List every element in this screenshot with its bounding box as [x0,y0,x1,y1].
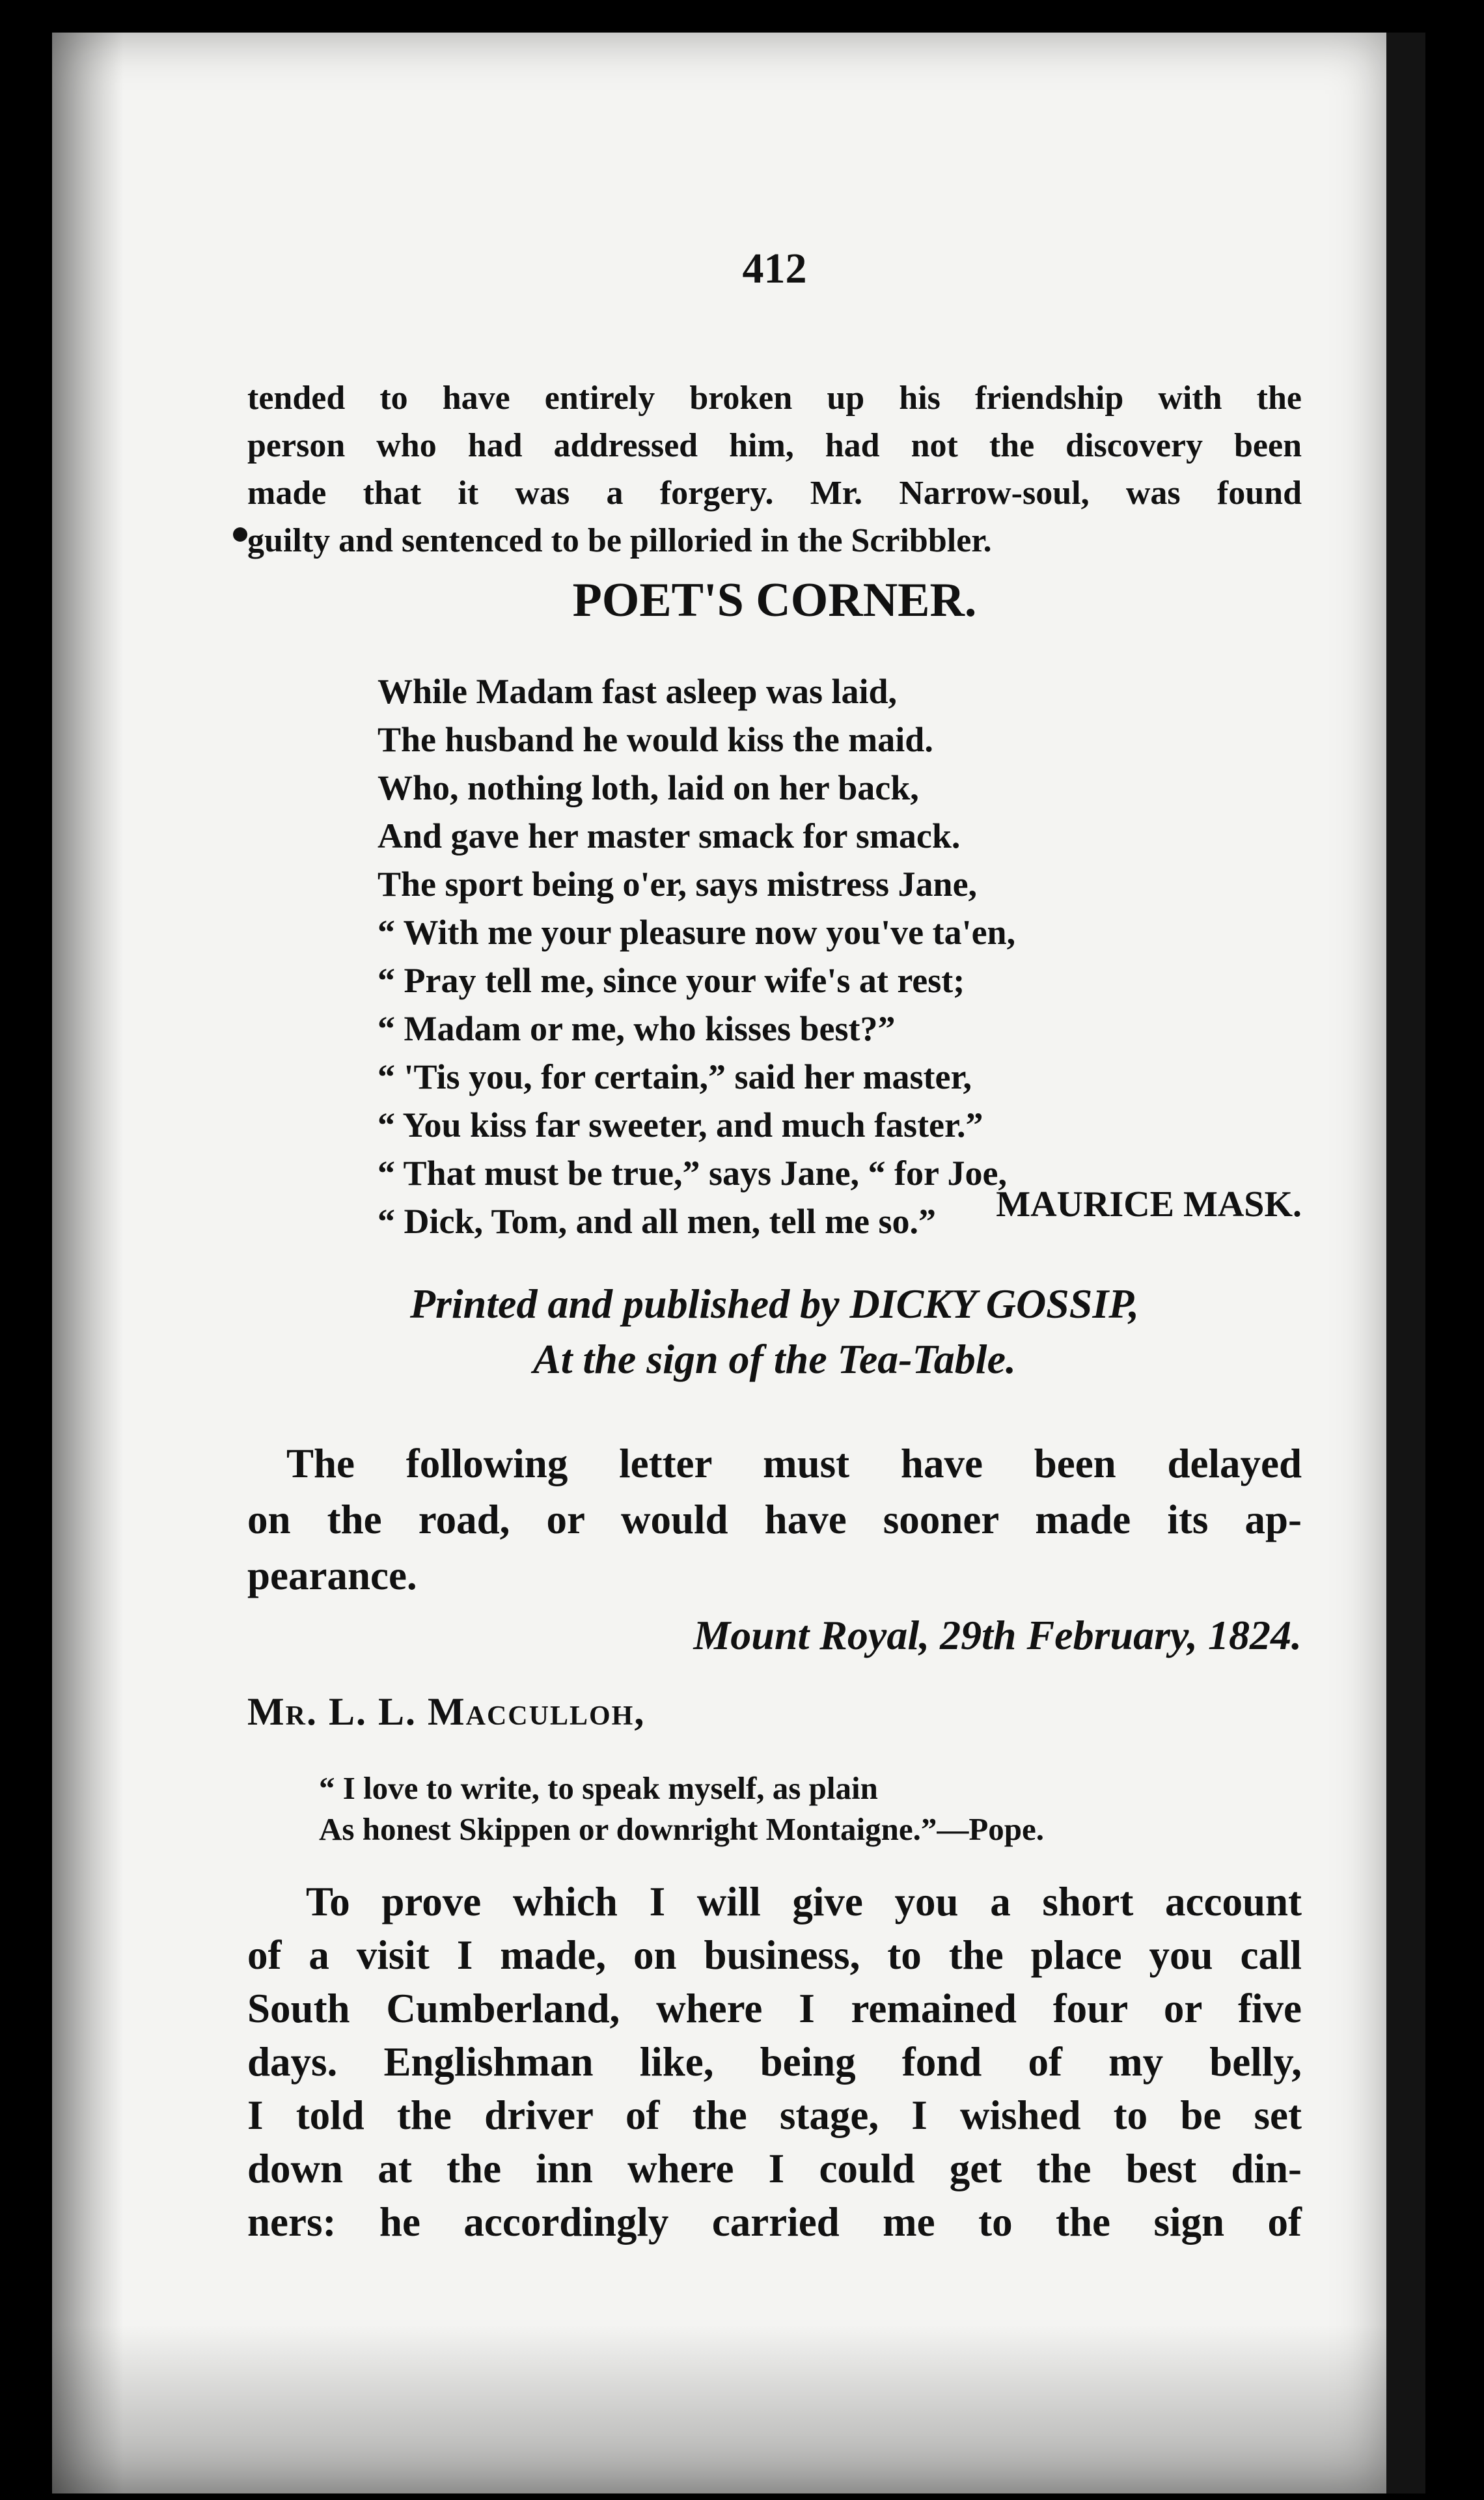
body-line: I told the driver of the stage, I wished to be set [247,2092,1302,2138]
intro-line: made that it was a forgery. Mr. Narrow-soul, was found [247,475,1302,512]
poem-line: “ Dick, Tom, and all men, tell me so.” [378,1202,937,1241]
imprint-line: Printed and published by DICKY GOSSIP, [409,1281,1140,1327]
poem-line: “ You kiss far sweeter, and much faster.” [378,1105,983,1145]
body-line: down at the inn where I could get the best din- [247,2146,1302,2191]
body-line: ners: he accordingly carried me to the sign of [247,2199,1302,2245]
body-line: South Cumberland, where I remained four or five [247,1986,1302,2031]
poem-line: “ Pray tell me, since your wife's at rest; [378,961,965,1000]
letter-intro-line: on the road, or would have sooner made its ap- [247,1497,1302,1542]
poem-line: “ 'Tis you, for certain,” said her master, [378,1057,972,1096]
salutation: Mr. L. L. Macculloh, [247,1690,646,1733]
poem-author: MAURICE MASK. [996,1184,1302,1225]
intro-line: tended to have entirely broken up his friendship with the [247,380,1302,417]
intro-line: person who had addressed him, had not the discovery been [247,427,1302,464]
epigraph-line: “ I love to write, to speak myself, as plain [319,1770,878,1806]
body-line: days. Englishman like, being fond of my belly, [247,2039,1302,2085]
letter-intro-line: The following letter must have been delayed [286,1441,1302,1486]
poem-line: And gave her master smack for smack. [378,816,961,855]
poem-line: The husband he would kiss the maid. [378,720,933,759]
intro-paragraph [247,374,1302,564]
poem-line: Who, nothing loth, laid on her back, [378,768,919,807]
poem-line: “ With me your pleasure now you've ta'en, [378,913,1016,952]
poem [378,667,1321,1245]
poem-line: “ That must be true,” says Jane, “ for Joe, [378,1154,1007,1193]
letter-intro [247,1436,1302,1604]
text-column [247,33,1302,2493]
intro-line: guilty and sentenced to be pilloried in the Scribbler. [247,522,992,559]
letter-intro-line: pearance. [247,1553,417,1598]
imprint-line: At the sign of the Tea-Table. [533,1336,1016,1382]
book-page [52,33,1425,2493]
poem-line: “ Madam or me, who kisses best?” [378,1009,896,1048]
section-heading: POET'S CORNER. [572,574,977,627]
dateline: Mount Royal, 29th February, 1824. [693,1612,1302,1658]
margin-mark [233,527,247,542]
page-number: 412 [742,245,807,292]
epigraph [319,1768,1295,1850]
body-line: To prove which I will give you a short account [306,1879,1302,1924]
imprint [247,1276,1302,1387]
body-line: of a visit I made, on business, to the place you call [247,1932,1302,1978]
poem-line: The sport being o'er, says mistress Jane, [378,865,978,904]
epigraph-line: As honest Skippen or downright Montaigne.”—Pope. [319,1811,1045,1847]
page-shadow-left [52,33,124,2493]
poem-line: While Madam fast asleep was laid, [378,672,898,711]
letter-body [247,1875,1302,2249]
